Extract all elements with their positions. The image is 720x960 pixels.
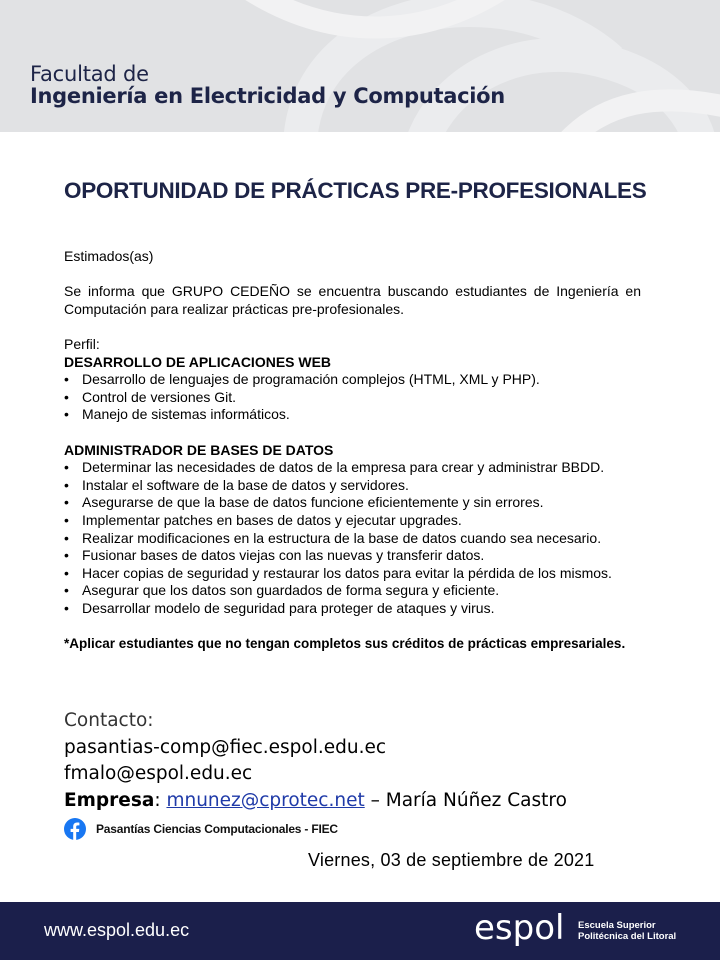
perfil-label: Perfil: xyxy=(64,335,100,352)
section-heading-web: DESARROLLO DE APLICACIONES WEB xyxy=(64,353,332,370)
list-item: • Asegurar que los datos son guardados de forma segura y eficiente. xyxy=(64,582,641,600)
header-banner xyxy=(0,0,720,132)
faculty-name-line1: Facultad de xyxy=(30,62,149,86)
greeting: Estimados(as) xyxy=(64,248,154,264)
web-skills-list xyxy=(64,371,641,424)
list-item: • Manejo de sistemas informáticos. xyxy=(64,406,641,424)
list-item: • Instalar el software de la base de datos y servidores. xyxy=(64,477,641,495)
list-item: • Determinar las necesidades de datos de la empresa para crear y administrar BBDD. xyxy=(64,459,641,477)
facebook-group-name[interactable]: Pasantías Ciencias Computacionales - FIEC xyxy=(96,822,338,836)
list-item: • Desarrollo de lenguajes de programación complejos (HTML, XML y PHP). xyxy=(64,371,641,389)
facebook-icon[interactable] xyxy=(64,818,86,840)
page-title: OPORTUNIDAD DE PRÁCTICAS PRE-PROFESIONALES xyxy=(64,178,647,203)
website-link[interactable]: www.espol.edu.ec xyxy=(44,920,190,940)
list-item: • Desarrollar modelo de seguridad para proteger de ataques y virus. xyxy=(64,600,641,618)
facebook-group-link[interactable] xyxy=(64,817,338,841)
announcement-body xyxy=(64,248,641,653)
espol-logo xyxy=(474,908,714,952)
list-item: • Fusionar bases de datos viejas con las nuevas y transferir datos. xyxy=(64,547,641,565)
contact-block xyxy=(64,708,567,814)
company-person: – María Núñez Castro xyxy=(364,789,567,811)
dba-skills-list xyxy=(64,459,641,617)
espol-logo-subtitle: Escuela Superior Politécnica del Litoral xyxy=(578,920,677,942)
company-email-link[interactable]: mnunez@cprotec.net xyxy=(166,789,365,811)
company-colon: : xyxy=(154,789,161,811)
publication-date: Viernes, 03 de septiembre de 2021 xyxy=(308,850,595,870)
section-heading-dba: ADMINISTRADOR DE BASES DE DATOS xyxy=(64,441,334,458)
list-item: • Implementar patches en bases de datos y ejecutar upgrades. xyxy=(64,512,641,530)
espol-logo-wordmark: espol xyxy=(474,908,565,948)
intro-paragraph: Se informa que GRUPO CEDEÑO se encuentra buscando estudiantes de Ingeniería en Computación para realizar prácticas pre-profesionales. xyxy=(64,283,641,317)
company-contact-line xyxy=(64,788,567,815)
contact-email-2[interactable]: fmalo@espol.edu.ec xyxy=(64,763,253,784)
contact-email-1[interactable]: pasantias-comp@fiec.espol.edu.ec xyxy=(64,736,387,758)
contact-label: Contacto: xyxy=(64,710,154,731)
list-item: • Asegurarse de que la base de datos funcione eficientemente y sin errores. xyxy=(64,494,641,512)
company-label: Empresa xyxy=(64,789,155,811)
application-note: *Aplicar estudiantes que no tengan completos sus créditos de prácticas empresariales. xyxy=(64,636,626,652)
footer-bar xyxy=(0,902,720,960)
list-item: • Hacer copias de seguridad y restaurar los datos para evitar la pérdida de los mismos. xyxy=(64,565,641,583)
list-item: • Control de versiones Git. xyxy=(64,389,641,407)
faculty-name-line2: Ingeniería en Electricidad y Computación xyxy=(30,84,505,108)
list-item: • Realizar modificaciones en la estructura de la base de datos cuando sea necesario. xyxy=(64,530,641,548)
